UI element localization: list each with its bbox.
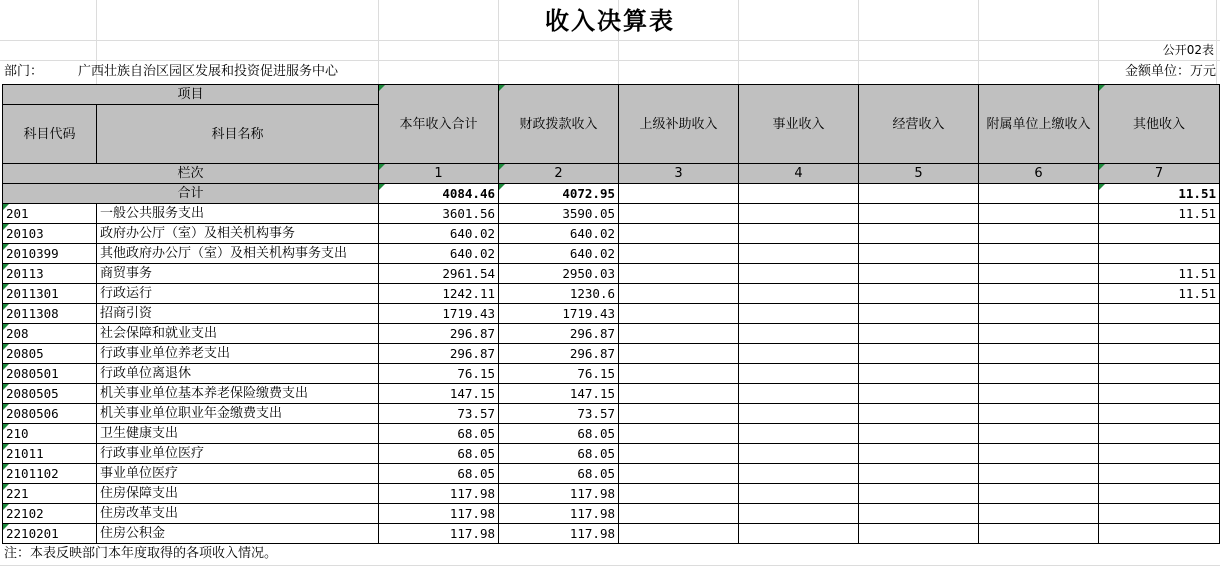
- table-row: [3, 484, 1220, 504]
- table-row: [3, 404, 1220, 424]
- cell-value: [859, 404, 979, 424]
- cell-value: [739, 524, 859, 544]
- table-row: [3, 284, 1220, 304]
- cell-value: [619, 444, 739, 464]
- cell-value: 117.98: [499, 484, 619, 504]
- item-name: 住房保障支出: [97, 484, 379, 504]
- total-value: [739, 184, 859, 204]
- cell-value: [1099, 344, 1220, 364]
- item-code: 2011301: [3, 284, 97, 304]
- cell-value: [859, 224, 979, 244]
- cell-value: [619, 504, 739, 524]
- cell-value: 73.57: [499, 404, 619, 424]
- cell-value: [619, 324, 739, 344]
- item-code: 2080505: [3, 384, 97, 404]
- item-code: 2010399: [3, 244, 97, 264]
- cell-value: [979, 344, 1099, 364]
- department-label: 部门：: [4, 64, 44, 79]
- cell-value: [619, 204, 739, 224]
- header-code: 科目代码: [3, 105, 97, 164]
- cell-value: [979, 384, 1099, 404]
- cell-value: 296.87: [379, 324, 499, 344]
- table-row: [3, 244, 1220, 264]
- cell-value: [979, 364, 1099, 384]
- cell-value: [739, 504, 859, 524]
- cell-value: [739, 464, 859, 484]
- item-name: 事业单位医疗: [97, 464, 379, 484]
- cell-value: [739, 484, 859, 504]
- cell-value: [739, 324, 859, 344]
- cell-value: 11.51: [1099, 204, 1220, 224]
- total-label: 合计: [3, 184, 379, 204]
- item-code: 20103: [3, 224, 97, 244]
- cell-value: [859, 504, 979, 524]
- table-row: [3, 424, 1220, 444]
- cell-value: [1099, 324, 1220, 344]
- cell-value: [1099, 404, 1220, 424]
- item-name: 住房改革支出: [97, 504, 379, 524]
- cell-value: [979, 504, 1099, 524]
- item-code: 2080506: [3, 404, 97, 424]
- cell-value: [619, 264, 739, 284]
- table-row: [3, 344, 1220, 364]
- item-name: 住房公积金: [97, 524, 379, 544]
- table-row: [3, 384, 1220, 404]
- header-project: 项目: [3, 85, 379, 105]
- cell-value: [979, 304, 1099, 324]
- cell-value: [979, 444, 1099, 464]
- item-code: 201: [3, 204, 97, 224]
- cell-value: [739, 444, 859, 464]
- cell-value: [979, 264, 1099, 284]
- cell-value: [619, 244, 739, 264]
- header-col-4: 事业收入: [739, 85, 859, 164]
- row-no: 5: [859, 164, 979, 184]
- cell-value: [1099, 304, 1220, 324]
- item-code: 208: [3, 324, 97, 344]
- header-col-2: 财政拨款收入: [499, 85, 619, 164]
- cell-value: [739, 284, 859, 304]
- total-value: [619, 184, 739, 204]
- item-code: 2080501: [3, 364, 97, 384]
- cell-value: [859, 344, 979, 364]
- header-col-1: 本年收入合计: [379, 85, 499, 164]
- item-code: 221: [3, 484, 97, 504]
- item-name: 社会保障和就业支出: [97, 324, 379, 344]
- total-value: 11.51: [1099, 184, 1220, 204]
- item-name: 其他政府办公厅（室）及相关机构事务支出: [97, 244, 379, 264]
- cell-value: [859, 484, 979, 504]
- cell-value: 11.51: [1099, 264, 1220, 284]
- cell-value: [1099, 384, 1220, 404]
- cell-value: [619, 344, 739, 364]
- table-row: [3, 224, 1220, 244]
- cell-value: [619, 524, 739, 544]
- cell-value: [1099, 364, 1220, 384]
- total-value: 4072.95: [499, 184, 619, 204]
- cell-value: [619, 464, 739, 484]
- cell-value: [619, 404, 739, 424]
- cell-value: [859, 464, 979, 484]
- item-code: 2011308: [3, 304, 97, 324]
- item-code: 210: [3, 424, 97, 444]
- cell-value: [619, 364, 739, 384]
- cell-value: [859, 424, 979, 444]
- cell-value: [619, 224, 739, 244]
- cell-value: [979, 204, 1099, 224]
- table-row: [3, 204, 1220, 224]
- cell-value: [739, 364, 859, 384]
- cell-value: [859, 524, 979, 544]
- table-row: [3, 444, 1220, 464]
- cell-value: [739, 404, 859, 424]
- department-name: 广西壮族自治区园区发展和投资促进服务中心: [78, 64, 339, 79]
- cell-value: [619, 484, 739, 504]
- cell-value: 1242.11: [379, 284, 499, 304]
- cell-value: 640.02: [379, 244, 499, 264]
- item-code: 2210201: [3, 524, 97, 544]
- item-code: 20805: [3, 344, 97, 364]
- cell-value: [859, 284, 979, 304]
- header-col-7: 其他收入: [1099, 85, 1220, 164]
- cell-value: 1719.43: [379, 304, 499, 324]
- cell-value: [739, 384, 859, 404]
- total-value: 4084.46: [379, 184, 499, 204]
- cell-value: [979, 244, 1099, 264]
- cell-value: [739, 224, 859, 244]
- cell-value: 117.98: [499, 524, 619, 544]
- cell-value: [859, 444, 979, 464]
- total-value: [859, 184, 979, 204]
- cell-value: [859, 204, 979, 224]
- item-code: 2101102: [3, 464, 97, 484]
- cell-value: 117.98: [379, 504, 499, 524]
- cell-value: [739, 244, 859, 264]
- cell-value: [859, 324, 979, 344]
- item-name: 行政事业单位医疗: [97, 444, 379, 464]
- cell-value: [1099, 224, 1220, 244]
- cell-value: [979, 284, 1099, 304]
- cell-value: 76.15: [499, 364, 619, 384]
- cell-value: [619, 304, 739, 324]
- cell-value: [859, 364, 979, 384]
- cell-value: [859, 384, 979, 404]
- item-name: 行政运行: [97, 284, 379, 304]
- page-title: 收入决算表: [545, 6, 675, 35]
- header-col-6: 附属单位上缴收入: [979, 85, 1099, 164]
- cell-value: 1719.43: [499, 304, 619, 324]
- income-table: [2, 84, 1220, 544]
- cell-value: [1099, 524, 1220, 544]
- cell-value: 296.87: [379, 344, 499, 364]
- item-name: 卫生健康支出: [97, 424, 379, 444]
- amount-unit: 金额单位：万元: [1124, 64, 1216, 79]
- cell-value: [979, 484, 1099, 504]
- cell-value: 296.87: [499, 344, 619, 364]
- cell-value: 3590.05: [499, 204, 619, 224]
- cell-value: 68.05: [499, 464, 619, 484]
- table-row: [3, 524, 1220, 544]
- cell-value: 11.51: [1099, 284, 1220, 304]
- cell-value: 640.02: [499, 244, 619, 264]
- cell-value: 68.05: [499, 444, 619, 464]
- cell-value: 73.57: [379, 404, 499, 424]
- cell-value: [739, 204, 859, 224]
- cell-value: [739, 304, 859, 324]
- cell-value: 147.15: [379, 384, 499, 404]
- item-name: 机关事业单位基本养老保险缴费支出: [97, 384, 379, 404]
- table-note: 注：本表反映部门本年度取得的各项收入情况。: [4, 546, 278, 561]
- item-name: 商贸事务: [97, 264, 379, 284]
- cell-value: 117.98: [379, 524, 499, 544]
- cell-value: 640.02: [499, 224, 619, 244]
- cell-value: [619, 384, 739, 404]
- cell-value: [859, 304, 979, 324]
- cell-value: [979, 224, 1099, 244]
- cell-value: [1099, 464, 1220, 484]
- cell-value: 117.98: [499, 504, 619, 524]
- item-code: 20113: [3, 264, 97, 284]
- header-col-3: 上级补助收入: [619, 85, 739, 164]
- table-row: [3, 304, 1220, 324]
- cell-value: [619, 284, 739, 304]
- total-value: [979, 184, 1099, 204]
- cell-value: 2961.54: [379, 264, 499, 284]
- table-row: [3, 504, 1220, 524]
- row-no: 1: [379, 164, 499, 184]
- item-name: 招商引资: [97, 304, 379, 324]
- cell-value: [1099, 444, 1220, 464]
- header-row-no-label: 栏次: [3, 164, 379, 184]
- form-number: 公开02表: [1162, 43, 1214, 57]
- table-row: [3, 264, 1220, 284]
- cell-value: 3601.56: [379, 204, 499, 224]
- cell-value: [619, 424, 739, 444]
- cell-value: [979, 424, 1099, 444]
- row-no: 7: [1099, 164, 1220, 184]
- cell-value: 68.05: [379, 424, 499, 444]
- item-name: 行政单位离退休: [97, 364, 379, 384]
- cell-value: [859, 264, 979, 284]
- cell-value: 296.87: [499, 324, 619, 344]
- cell-value: [979, 404, 1099, 424]
- cell-value: 68.05: [379, 464, 499, 484]
- cell-value: [739, 344, 859, 364]
- item-name: 行政事业单位养老支出: [97, 344, 379, 364]
- cell-value: 1230.6: [499, 284, 619, 304]
- table-row: [3, 364, 1220, 384]
- cell-value: [979, 324, 1099, 344]
- item-code: 22102: [3, 504, 97, 524]
- cell-value: 2950.03: [499, 264, 619, 284]
- cell-value: 640.02: [379, 224, 499, 244]
- item-name: 机关事业单位职业年金缴费支出: [97, 404, 379, 424]
- cell-value: [979, 524, 1099, 544]
- item-code: 21011: [3, 444, 97, 464]
- row-no: 3: [619, 164, 739, 184]
- cell-value: [1099, 244, 1220, 264]
- item-name: 一般公共服务支出: [97, 204, 379, 224]
- row-no: 2: [499, 164, 619, 184]
- cell-value: 117.98: [379, 484, 499, 504]
- row-no: 6: [979, 164, 1099, 184]
- cell-value: [979, 464, 1099, 484]
- header-col-5: 经营收入: [859, 85, 979, 164]
- cell-value: [1099, 504, 1220, 524]
- table-row: [3, 324, 1220, 344]
- table-row: [3, 464, 1220, 484]
- item-name: 政府办公厅（室）及相关机构事务: [97, 224, 379, 244]
- cell-value: [739, 424, 859, 444]
- cell-value: [1099, 484, 1220, 504]
- cell-value: 76.15: [379, 364, 499, 384]
- cell-value: [859, 244, 979, 264]
- cell-value: 147.15: [499, 384, 619, 404]
- cell-value: 68.05: [379, 444, 499, 464]
- row-no: 4: [739, 164, 859, 184]
- cell-value: [739, 264, 859, 284]
- header-name: 科目名称: [97, 105, 379, 164]
- cell-value: [1099, 424, 1220, 444]
- cell-value: 68.05: [499, 424, 619, 444]
